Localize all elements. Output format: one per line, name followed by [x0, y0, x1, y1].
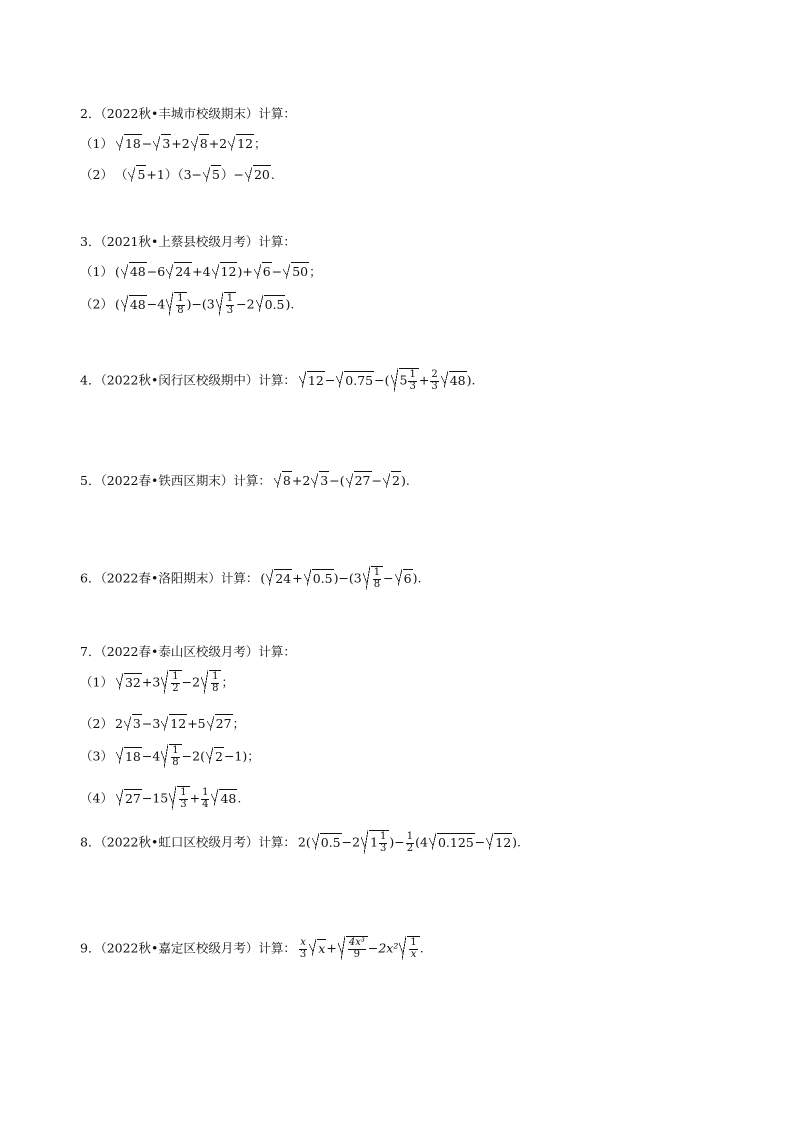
operator: −2( [181, 748, 205, 764]
radicand: 8 [282, 473, 291, 488]
radical [254, 262, 272, 279]
operator: − [141, 136, 153, 151]
radical [116, 789, 142, 806]
radical [206, 747, 224, 764]
operator: 2 [114, 716, 123, 731]
radical [166, 262, 192, 279]
radicand: 2 [214, 748, 223, 764]
radical [441, 371, 467, 388]
question-2-part-1 [80, 134, 267, 152]
fraction [171, 746, 179, 768]
question-number: 9． [80, 940, 101, 956]
question-source: （2021秋•上蔡县校级月考） [100, 234, 259, 249]
radical [256, 295, 286, 312]
radical [283, 262, 309, 279]
operator: − [383, 570, 394, 586]
radicand: 27 [215, 716, 232, 731]
denominator: 3 [180, 798, 187, 810]
punctuation: . [237, 790, 242, 806]
numerator: 1 [409, 369, 416, 380]
fraction [379, 832, 387, 854]
numerator: 1 [172, 671, 179, 682]
question-number: 2． [80, 106, 101, 121]
part-label: （1） [80, 674, 113, 690]
punctuation: −1)； [223, 748, 260, 764]
operator: −2 [341, 834, 361, 850]
radical [161, 670, 181, 694]
radical [153, 134, 171, 151]
question-6 [80, 566, 421, 590]
radicand: 18 [124, 748, 141, 764]
fraction [176, 294, 184, 316]
question-source: （2022春•洛阳期末） [100, 570, 221, 586]
operator: ( [114, 296, 120, 312]
math-expression [115, 670, 234, 694]
part-label: （1） [80, 264, 113, 279]
numerator: x [300, 937, 306, 948]
radical [121, 295, 147, 312]
math-expression [298, 368, 476, 392]
question-2 [80, 104, 296, 122]
operator: )− [389, 834, 405, 850]
math-expression [298, 936, 424, 960]
radical [399, 936, 419, 960]
radical [203, 165, 221, 182]
question-number: 4． [80, 372, 101, 388]
operator: 2( [297, 834, 311, 850]
radicand: 0.5 [312, 570, 333, 586]
radical [207, 714, 233, 731]
numerator: 2 [431, 369, 438, 380]
fraction [406, 832, 414, 854]
radical [311, 471, 329, 488]
question-prompt: 计算： [258, 372, 296, 388]
denominator: 8 [373, 578, 381, 590]
denominator: 3 [431, 380, 438, 392]
question-source: （2022秋•嘉定区校级月考） [100, 940, 259, 956]
radical [211, 789, 237, 806]
radical [486, 833, 512, 850]
denominator: 2 [172, 682, 179, 694]
numerator: 1 [177, 293, 184, 304]
radical [161, 714, 187, 731]
denominator: 8 [212, 682, 219, 694]
operator: + [326, 940, 337, 956]
denominator: x [410, 948, 417, 960]
radical [116, 747, 142, 764]
fraction [299, 938, 307, 960]
radicand: 0.5 [320, 834, 341, 850]
operator: − [324, 372, 336, 388]
question-7-part-4 [80, 786, 241, 810]
radicand: 12 [237, 136, 254, 151]
math-expression [273, 471, 410, 488]
denominator: 4 [202, 798, 209, 810]
question-number: 6． [80, 570, 101, 586]
question-5 [80, 471, 410, 489]
operator: +2 [291, 473, 311, 488]
operator: −4 [146, 296, 166, 312]
question-prompt: 计算： [258, 940, 296, 956]
radical [245, 165, 271, 182]
question-prompt: 计算： [220, 570, 259, 586]
operator: ）− [220, 167, 244, 182]
operator: （ [114, 167, 128, 182]
radical [124, 714, 142, 731]
question-3-part-2 [80, 292, 294, 316]
radical [169, 786, 189, 810]
math-expression [115, 165, 275, 183]
question-7-part-1 [80, 670, 234, 694]
fraction [348, 938, 366, 960]
numerator: 1 [172, 745, 179, 756]
radical [166, 292, 186, 316]
numerator: 1 [212, 671, 219, 682]
part-label: （4） [80, 790, 113, 806]
denominator: 2 [406, 842, 414, 854]
whole-number: 5 [399, 372, 408, 388]
operator: )−(3 [333, 570, 362, 586]
operator: −15 [141, 790, 169, 806]
radicand: 27 [124, 790, 141, 806]
part-label: （2） [80, 296, 113, 312]
radical [128, 165, 146, 182]
radical [383, 471, 401, 488]
punctuation: ； [232, 716, 246, 731]
radical [274, 471, 292, 488]
question-prompt: 计算： [258, 644, 296, 659]
punctuation: ). [512, 834, 522, 850]
operator: −4 [141, 748, 161, 764]
radical [201, 670, 221, 694]
operator: ( [260, 570, 266, 586]
radicand: 3 [320, 473, 329, 488]
numerator: 1 [226, 293, 234, 304]
radical [391, 368, 419, 392]
radicand: 0.125 [437, 834, 474, 850]
operator: − [474, 834, 486, 850]
radical [299, 371, 325, 388]
radical [312, 833, 342, 850]
fraction [373, 568, 381, 590]
radical [304, 569, 334, 586]
question-prompt: 计算： [258, 106, 296, 121]
radical [116, 673, 142, 690]
radicand: 48 [129, 264, 146, 279]
fraction [171, 672, 179, 694]
radical [191, 134, 209, 151]
question-source: （2022秋•闵行区校级期中） [100, 372, 259, 388]
math-expression [260, 566, 421, 590]
radical [336, 371, 374, 388]
radicand: 48 [220, 790, 237, 806]
radicand: 48 [129, 296, 146, 312]
operator: +5 [187, 716, 206, 731]
radicand: 0.5 [264, 296, 285, 312]
radical [228, 134, 254, 151]
question-3 [80, 232, 296, 250]
punctuation: ). [412, 570, 422, 586]
math-expression [298, 830, 521, 854]
radical [363, 566, 383, 590]
radical [121, 262, 147, 279]
numerator: 1 [180, 787, 187, 798]
fraction [179, 788, 187, 810]
punctuation: ). [400, 473, 410, 488]
numerator: 1 [410, 937, 417, 948]
operator: +3 [141, 674, 161, 690]
radical [338, 936, 368, 960]
operator: −( [329, 473, 345, 488]
radicand: 3 [162, 136, 171, 151]
radicand: 12 [307, 372, 324, 388]
radicand: 20 [253, 167, 270, 182]
radicand: 5 [137, 167, 146, 182]
question-source: （2022秋•丰城市校级期末） [100, 106, 259, 121]
radicand: 24 [175, 264, 192, 279]
radicand: 18 [124, 136, 141, 151]
punctuation: ). [466, 372, 476, 388]
question-7 [80, 642, 296, 660]
math-expression [115, 714, 245, 732]
radical [212, 262, 238, 279]
radical [395, 569, 413, 586]
radicand: 6 [262, 264, 271, 279]
operator: −2x² [367, 940, 399, 956]
radicand: 50 [292, 264, 309, 279]
operator: (4 [415, 834, 428, 850]
question-source: （2022春•泰山区校级月考） [100, 644, 259, 659]
radical [309, 939, 326, 956]
numerator: 1 [406, 831, 414, 842]
radical [216, 292, 236, 316]
question-4 [80, 368, 475, 392]
radicand: 8 [199, 136, 208, 151]
denominator: 9 [353, 948, 361, 960]
operator: + [189, 790, 201, 806]
question-8 [80, 830, 521, 854]
part-label: （3） [80, 748, 113, 764]
operator: +2 [208, 136, 228, 151]
operator: )−(3 [186, 296, 215, 312]
question-2-part-2 [80, 165, 275, 183]
numerator: 4x³ [348, 937, 365, 948]
question-prompt: 计算： [258, 234, 296, 249]
denominator: 8 [177, 304, 184, 316]
numerator: 1 [373, 567, 381, 578]
fraction [408, 370, 416, 392]
question-number: 7． [80, 644, 101, 659]
question-source: （2022秋•虹口区校级月考） [100, 834, 259, 850]
operator: +4 [192, 264, 211, 279]
operator: −3 [141, 716, 161, 731]
punctuation: ； [254, 136, 267, 151]
operator: + [292, 570, 303, 586]
math-expression [115, 744, 260, 768]
fraction [211, 672, 219, 694]
whole-number: 1 [370, 834, 379, 850]
question-prompt: 计算： [233, 473, 271, 488]
operator: ( [114, 264, 120, 279]
radicand: 5 [212, 167, 220, 182]
radicand: 6 [403, 570, 412, 586]
part-label: （1） [80, 136, 113, 151]
denominator: 8 [172, 756, 179, 768]
question-source: （2022春•铁西区期末） [100, 473, 234, 488]
question-3-part-1 [80, 262, 322, 280]
radical [429, 833, 475, 850]
question-number: 5． [80, 473, 101, 488]
math-expression [115, 292, 294, 316]
punctuation: ； [221, 674, 234, 690]
operator: −6 [146, 264, 166, 279]
part-label: （2） [80, 716, 113, 731]
numerator: 1 [380, 831, 387, 842]
operator: )+ [237, 264, 253, 279]
question-prompt: 计算： [258, 834, 296, 850]
radicand: 32 [124, 674, 141, 690]
fraction [201, 788, 209, 810]
math-expression [115, 786, 241, 810]
fraction [226, 294, 234, 316]
math-expression [115, 134, 267, 152]
radical [361, 830, 389, 854]
radicand: x [318, 940, 326, 956]
radicand: 12 [170, 716, 187, 731]
radicand: 27 [354, 473, 371, 488]
radicand: 24 [275, 570, 292, 586]
punctuation: . [419, 940, 424, 956]
radical [266, 569, 292, 586]
question-7-part-2 [80, 714, 245, 732]
operator: −2 [181, 674, 201, 690]
part-label: （2） [80, 167, 113, 182]
radical [116, 134, 142, 151]
operator: +1）（3− [146, 167, 203, 182]
radicand: 3 [132, 716, 141, 731]
question-number: 8． [80, 834, 101, 850]
denominator: 3 [226, 304, 234, 316]
operator: −2 [236, 296, 255, 312]
denominator: 3 [380, 842, 387, 854]
denominator: 3 [409, 380, 416, 392]
radicand: 0.75 [345, 372, 374, 388]
radicand: 2 [392, 473, 400, 488]
question-number: 3． [80, 234, 101, 249]
fraction [409, 938, 417, 960]
numerator: 1 [202, 787, 209, 798]
operator: + [418, 372, 430, 388]
operator: − [271, 264, 283, 279]
operator: − [371, 473, 382, 488]
punctuation: ). [285, 296, 295, 312]
denominator: 3 [299, 948, 307, 960]
punctuation: . [270, 167, 275, 182]
radical [346, 471, 372, 488]
math-expression [115, 262, 322, 280]
radical [161, 744, 181, 768]
question-9 [80, 936, 424, 960]
fraction [430, 370, 438, 392]
operator: −( [374, 372, 390, 388]
operator: +2 [171, 136, 190, 151]
radicand: 48 [449, 372, 466, 388]
radicand: 12 [220, 264, 237, 279]
question-7-part-3 [80, 744, 260, 768]
radicand: 12 [495, 834, 512, 850]
punctuation: ； [309, 264, 322, 279]
